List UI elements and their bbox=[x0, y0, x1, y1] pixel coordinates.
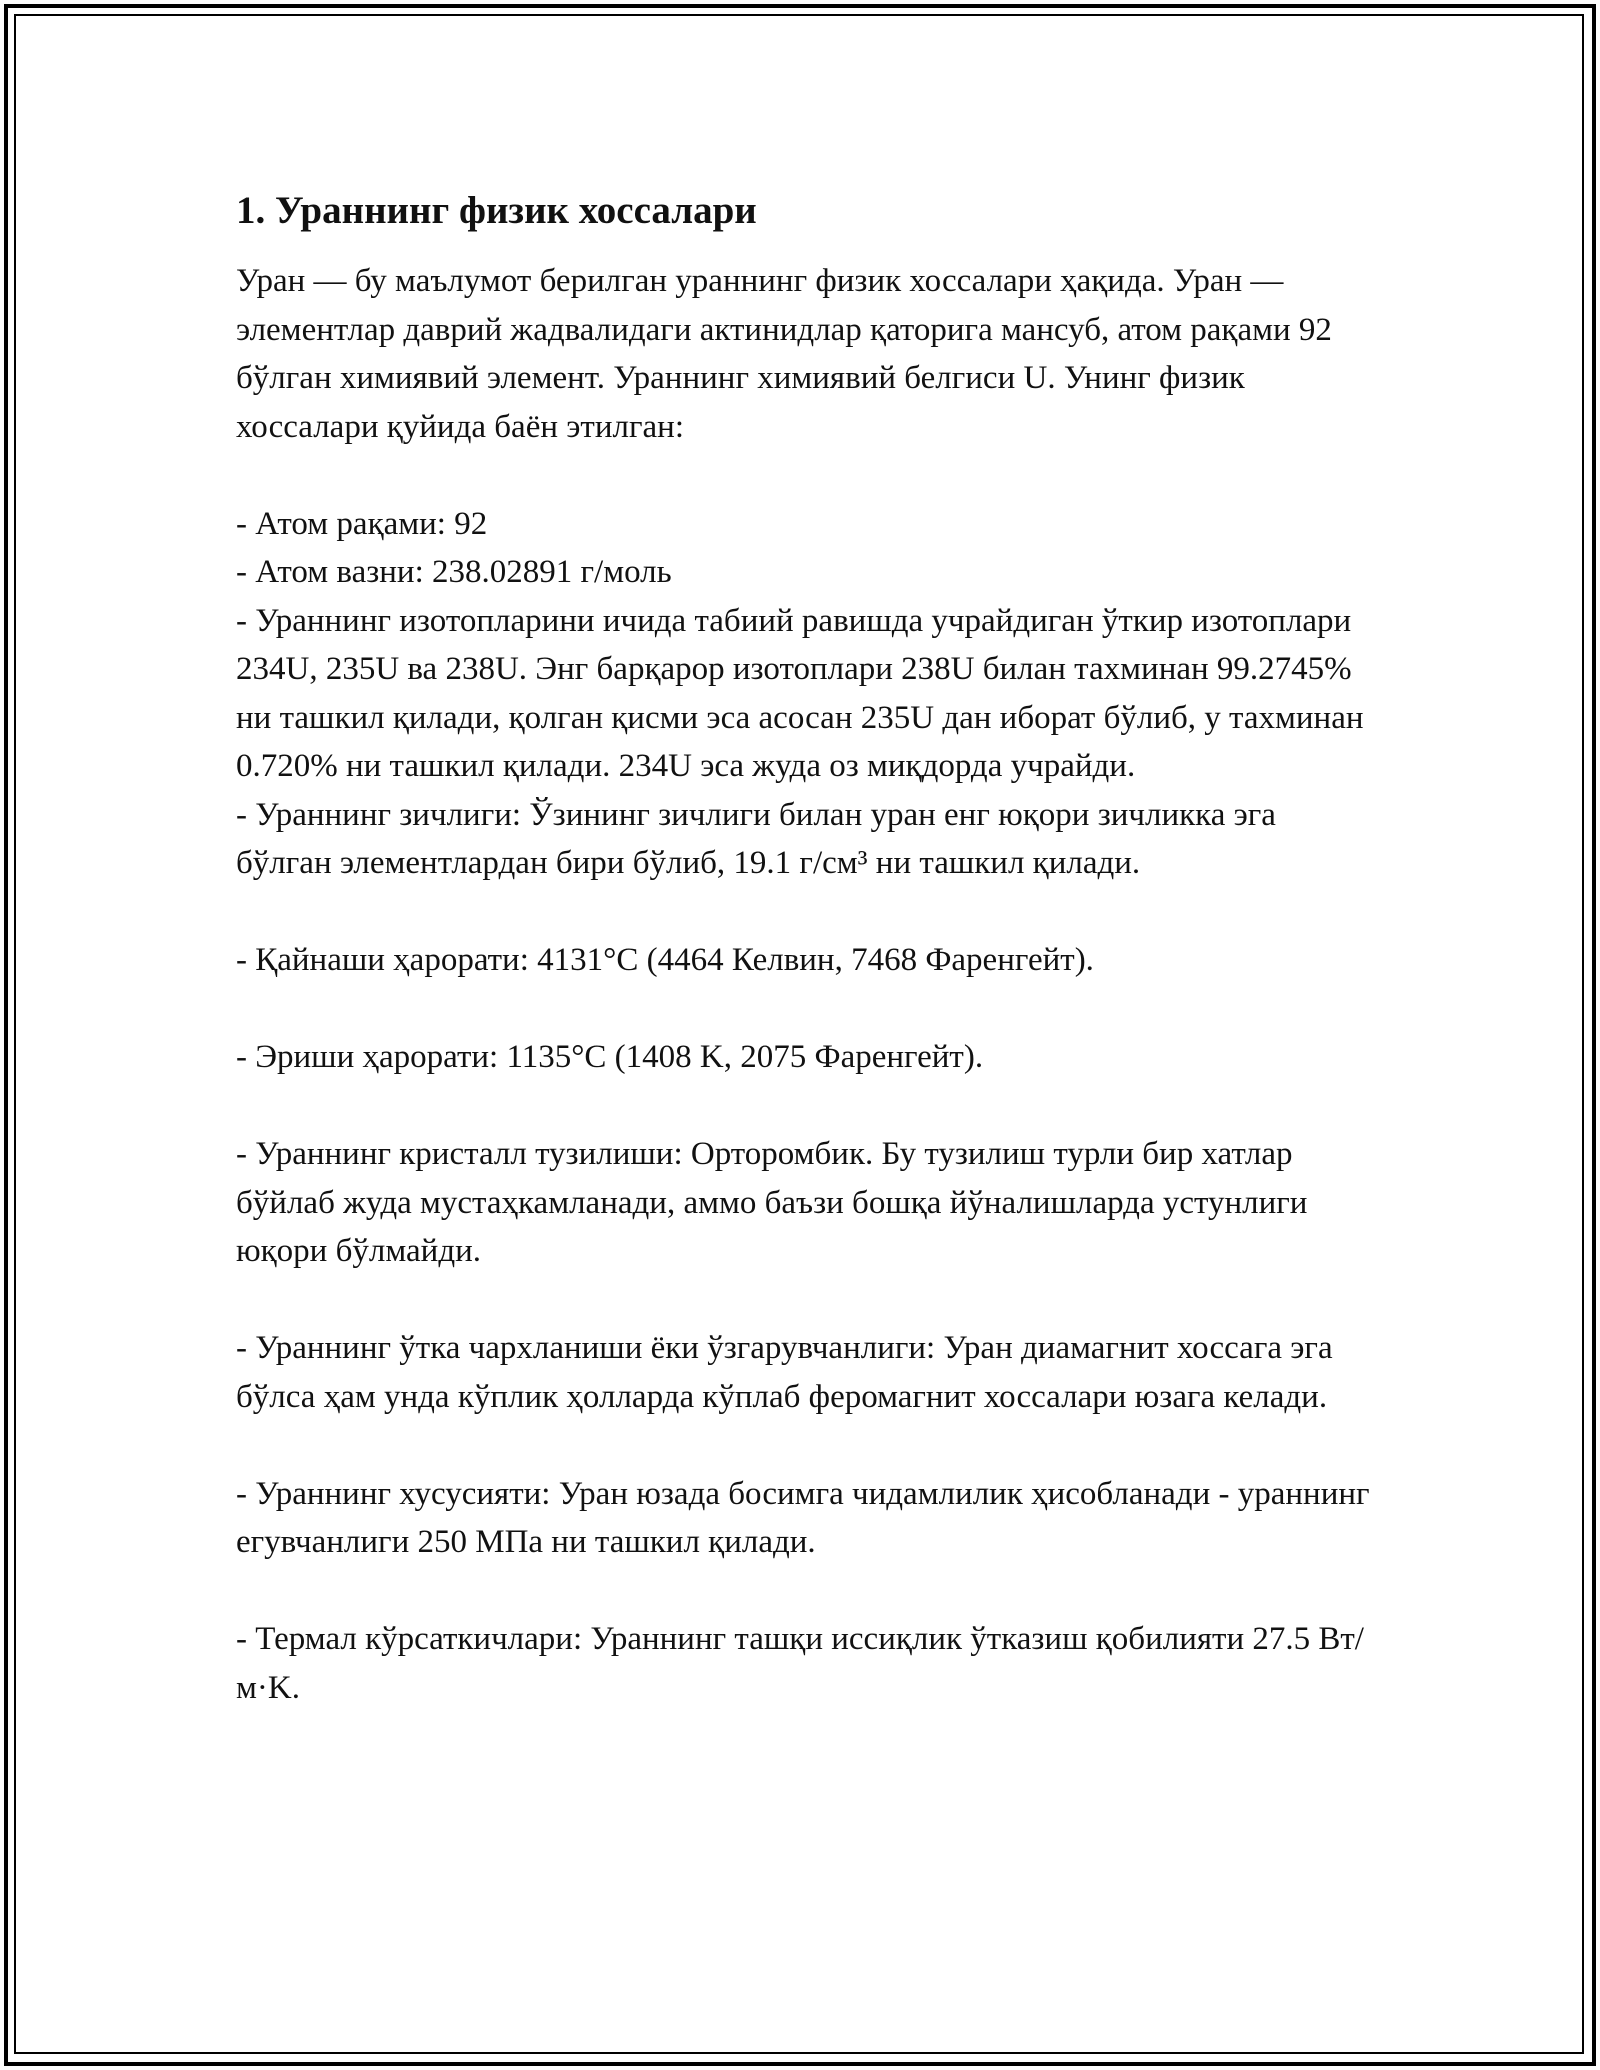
list-item-magnetism: - Ураннинг ўтка чархланиши ёки ўзгарувчанлиги: Уран диамагнит хоссага эга бўлса ҳам унда кўплик ҳолларда кўплаб феромагнит хоссалари юзага келади. bbox=[236, 1330, 1333, 1415]
list-item-crystal-structure: - Ураннинг кристалл тузилиши: Орторомбик. Бу тузилиш турли бир хатлар бўйлаб жуда мустаҳкамланади, аммо баъзи бошқа йўналишларда устунлиги юқори бўлмайди. bbox=[236, 1136, 1308, 1269]
spacer bbox=[236, 451, 1376, 500]
intro-paragraph: Уран — бу маълумот берилган ураннинг физик хоссалари ҳақида. Уран — элементлар даврий жадвалидаги актинидлар қаторига мансуб, атом рақами 92 бўлган химиявий элемент. Ураннинг химиявий белгиси U. Унинг физик хоссалари қуйида баён этилган: bbox=[236, 263, 1332, 445]
spacer bbox=[236, 1567, 1376, 1616]
spacer bbox=[236, 1082, 1376, 1131]
list-item-property: - Ураннинг хусусияти: Уран юзада босимга чидамлилик ҳисобланади - ураннинг егувчанлиги 250 МПа ни ташкил қилади. bbox=[236, 1475, 1370, 1560]
list-item-atomic-weight: - Атом вазни: 238.02891 г/моль bbox=[236, 554, 672, 590]
list-item-atomic-number: - Атом рақами: 92 bbox=[236, 505, 488, 542]
spacer bbox=[236, 888, 1376, 937]
spacer bbox=[236, 1421, 1376, 1470]
spacer bbox=[236, 985, 1376, 1034]
list-item-melting-point: - Эриши ҳарорати: 1135°C (1408 K, 2075 Фаренгейт). bbox=[236, 1039, 984, 1075]
spacer bbox=[236, 1276, 1376, 1325]
list-item-thermal: - Термал кўрсаткичлари: Ураннинг ташқи иссиқлик ўтказиш қобилияти 27.5 Вт/м·K. bbox=[236, 1621, 1364, 1706]
list-item-isotopes: - Ураннинг изотопларини ичида табиий равишда учрайдиган ўткир изотоплари 234U, 235U ва 238U. Энг барқарор изотоплари 238U билан тахминан 99.2745% ни ташкил қилади, қолган қисми эса асосан 235U дан иборат бўлиб, у тахминан 0.720% ни ташкил қилади. 234U эса жуда оз миқдорда учрайди. bbox=[236, 602, 1364, 784]
document-body bbox=[236, 185, 1376, 1712]
section-title: 1. Ураннинг физик хоссалари bbox=[236, 189, 757, 232]
list-item-boiling-point: - Қайнаши ҳарорати: 4131°C (4464 Келвин, 7468 Фаренгейт). bbox=[236, 942, 1094, 978]
list-item-density: - Ураннинг зичлиги: Ўзининг зичлиги билан уран енг юқори зичликка эга бўлган элементлардан бири бўлиб, 19.1 г/см³ ни ташкил қилади. bbox=[236, 796, 1276, 881]
